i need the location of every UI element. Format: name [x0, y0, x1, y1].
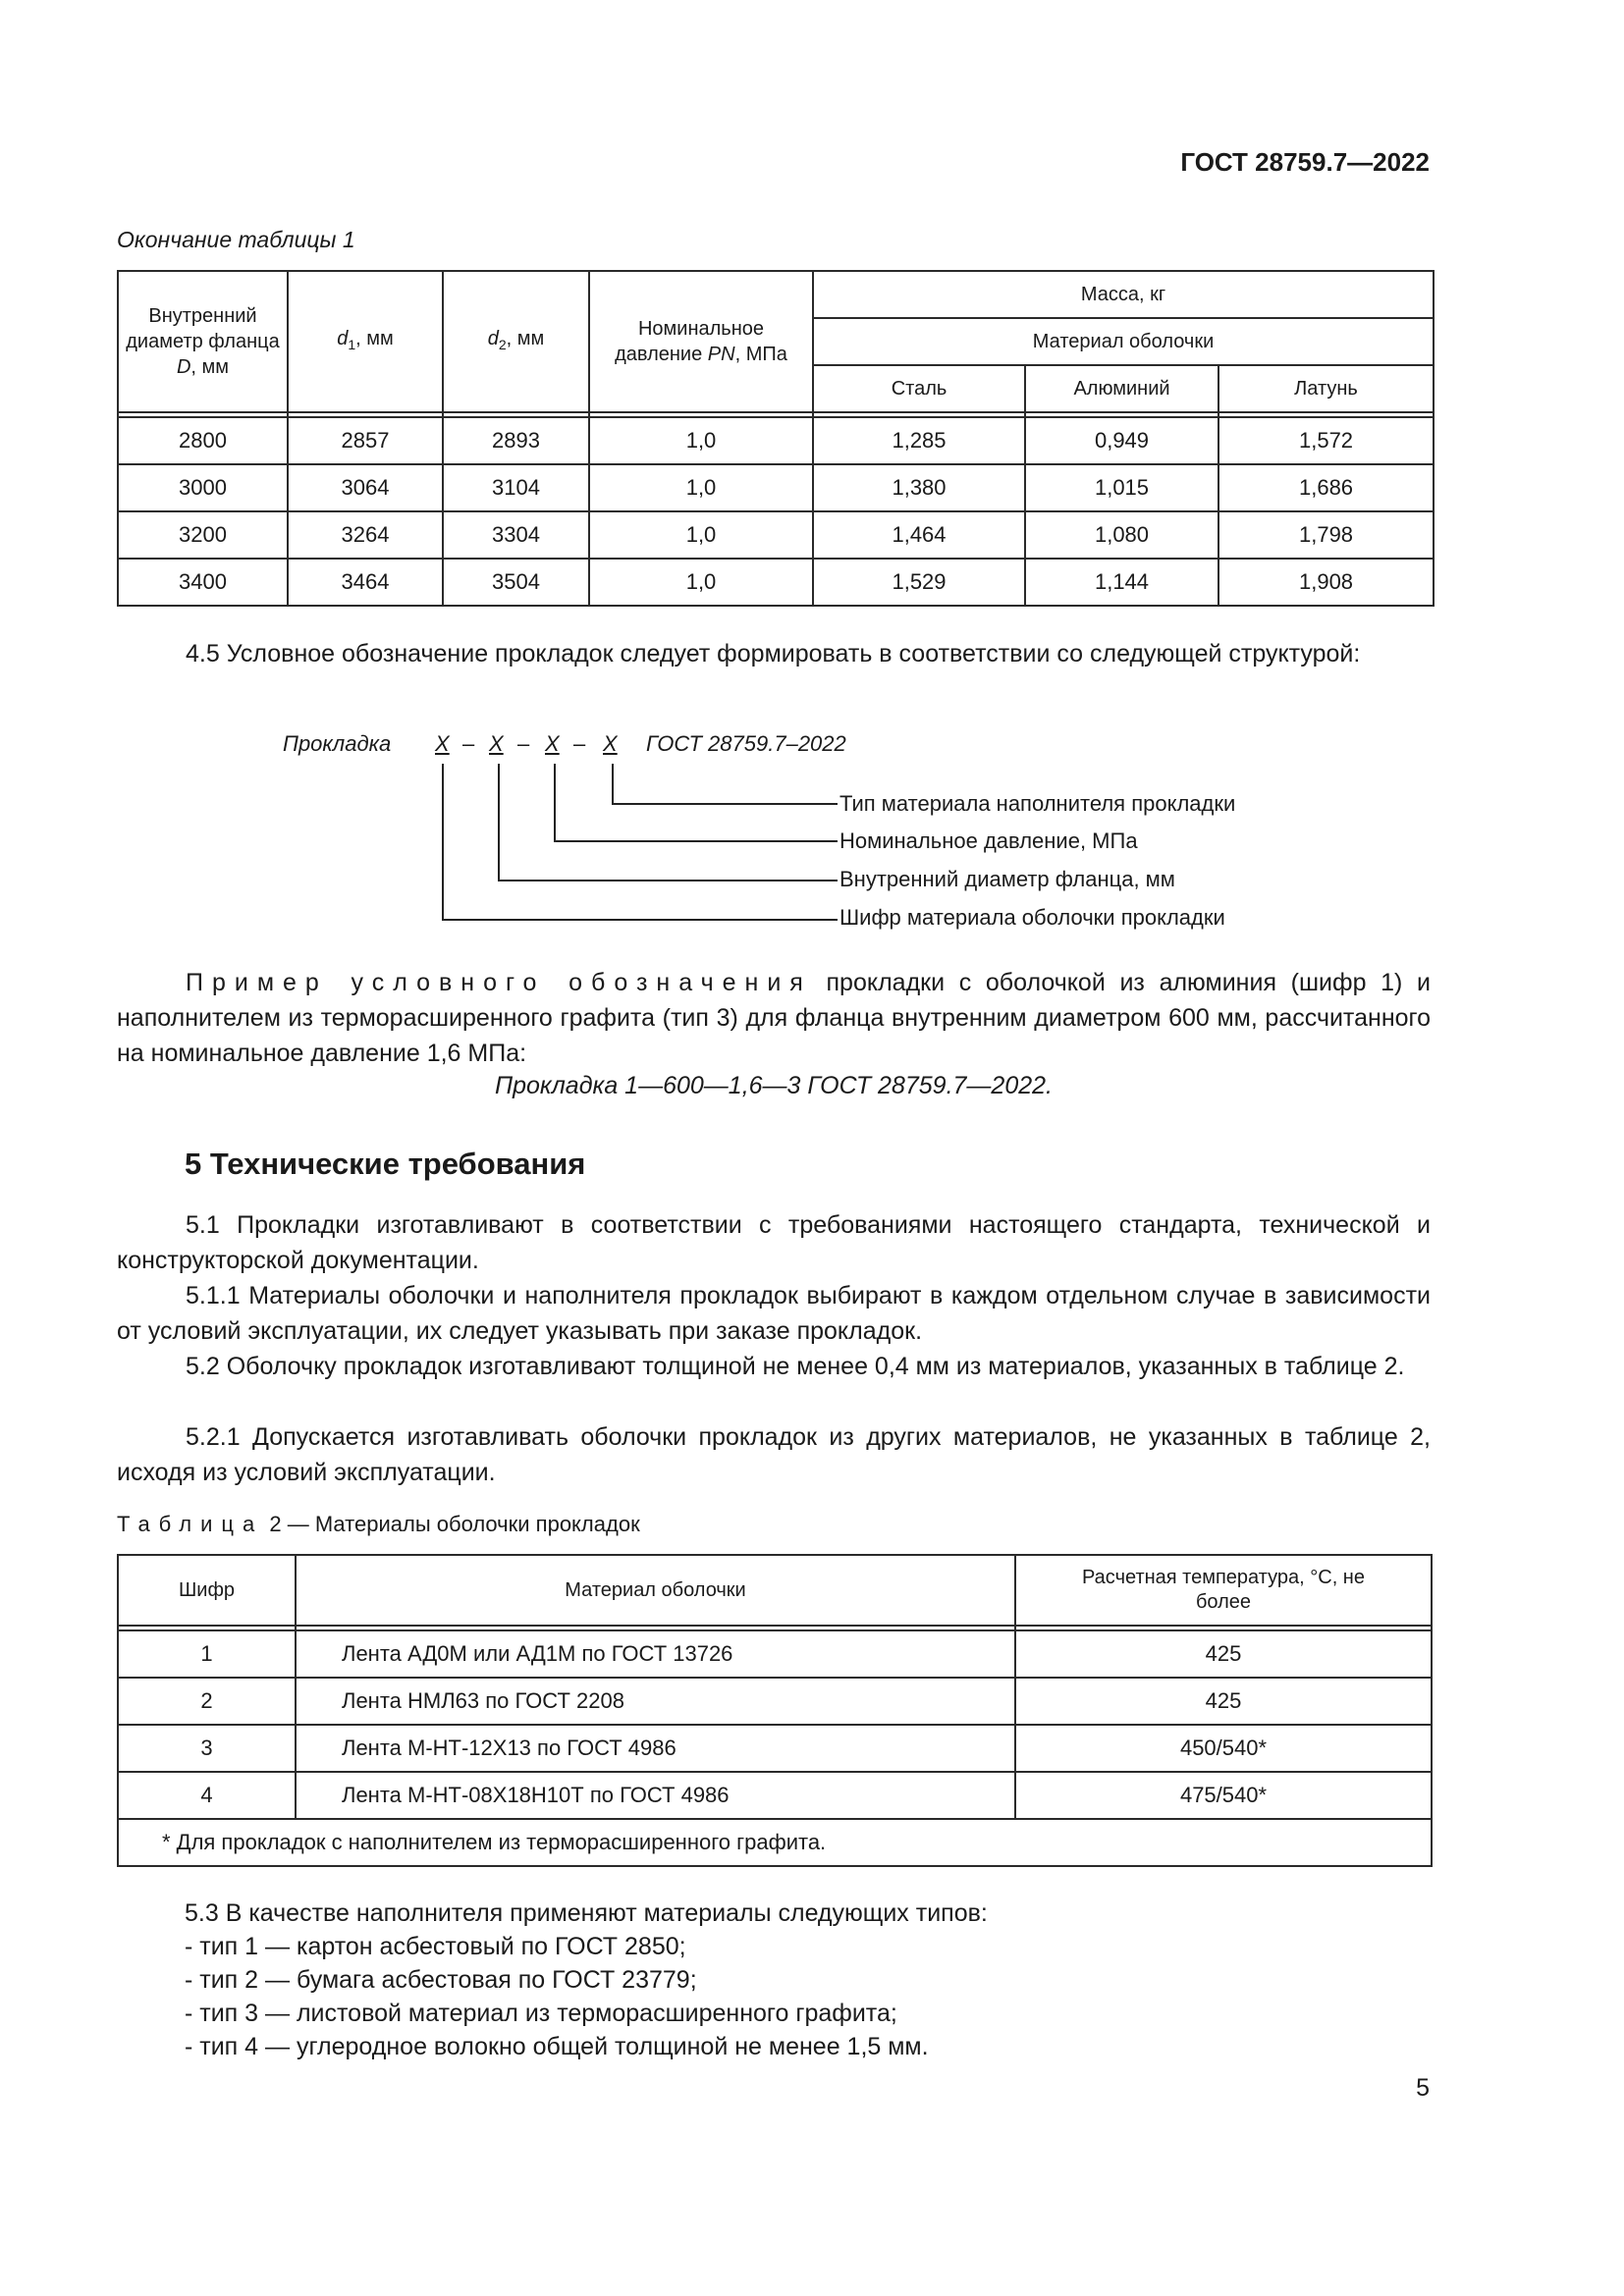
leader-line — [612, 764, 614, 803]
table-row: 2 Лента НМЛ63 по ГОСТ 2208 425 — [118, 1678, 1432, 1725]
paragraph-5-3 — [185, 1896, 988, 2063]
table-row: 2800 2857 2893 1,0 1,285 0,949 1,572 — [118, 417, 1434, 464]
table-row: 3000 3064 3104 1,0 1,380 1,015 1,686 — [118, 464, 1434, 511]
table1-caption: Окончание таблицы 1 — [117, 227, 355, 252]
header-d2: $d_2$, мм — [443, 271, 589, 412]
header-inner-diameter: Внутренний диаметр фланца D, мм — [118, 271, 288, 412]
scheme-x-2: X — [489, 731, 504, 756]
scheme-x-4: X — [603, 731, 618, 756]
scheme-item-shell-code: Шифр материала оболочки прокладки — [839, 905, 1225, 930]
example-designation: Прокладка 1—600—1,6—3 ГОСТ 28759.7—2022. — [494, 1072, 1053, 1099]
header-pressure: Номинальное давление PN, МПа — [589, 271, 813, 412]
scheme-x-3: X — [545, 731, 560, 756]
scheme-label: Прокладка — [283, 731, 392, 756]
scheme-item-pressure: Номинальное давление, МПа — [839, 828, 1138, 853]
table-footnote: * Для прокладок с наполнителем из терморасширенного графита. — [118, 1819, 1432, 1866]
list-intro: 5.3 В качестве наполнителя применяют материалы следующих типов: — [185, 1899, 988, 1927]
table-row: 3400 3464 3504 1,0 1,529 1,144 1,908 — [118, 559, 1434, 606]
leader-line — [554, 764, 556, 840]
header-shell-material: Материал оболочки — [813, 318, 1434, 365]
document-code: ГОСТ 28759.7—2022 — [1180, 147, 1430, 177]
table2-caption: Таблица 2 — Материалы оболочки прокладок — [117, 1512, 640, 1536]
scheme-item-diameter: Внутренний диаметр фланца, мм — [839, 867, 1175, 891]
header-mass: Масса, кг — [813, 271, 1434, 318]
header-steel: Сталь — [813, 365, 1025, 412]
scheme-gost: ГОСТ 28759.7–2022 — [646, 731, 846, 756]
section-title: 5 Технические требования — [185, 1147, 586, 1181]
scheme-dash: – — [462, 731, 475, 756]
header-aluminum: Алюминий — [1025, 365, 1218, 412]
scheme-dash: – — [573, 731, 586, 756]
paragraph-4-5: 4.5 Условное обозначение прокладок следует формировать в соответствии со следующей структурой: — [186, 640, 1361, 667]
paragraph-5-1: 5.1 Прокладки изготавливают в соответствии с требованиями настоящего стандарта, технической и конструкторской документации. — [117, 1211, 1431, 1274]
paragraph-5-2-1: 5.2.1 Допускается изготавливать оболочки прокладок из других материалов, не указанных в таблице 2, исходя из условий эксплуатации. — [117, 1423, 1431, 1486]
list-item: - тип 2 — бумага асбестовая по ГОСТ 23779; — [185, 1966, 697, 1994]
list-item: - тип 1 — картон асбестовый по ГОСТ 2850; — [185, 1933, 686, 1960]
table-row: 3200 3264 3304 1,0 1,464 1,080 1,798 — [118, 511, 1434, 559]
example-paragraph: Пример условного обозначения прокладки с оболочкой из алюминия (шифр 1) и наполнителем из терморасширенного графита (тип 3) для фланца внутренним диаметром 600 мм, рассчитанного на номинальное давление 1,6 МПа: — [117, 969, 1432, 1067]
table-row: 1 Лента АД0М или АД1М по ГОСТ 13726 425 — [118, 1630, 1432, 1678]
table-1 — [117, 270, 1435, 607]
header-code: Шифр — [118, 1555, 296, 1626]
scheme-dash: – — [517, 731, 530, 756]
leader-line — [498, 764, 500, 880]
table-row: 4 Лента М-НТ-08Х18Н10Т по ГОСТ 4986 475/540* — [118, 1772, 1432, 1819]
leader-line — [442, 919, 838, 921]
leader-line — [442, 764, 444, 919]
list-item: - тип 4 — углеродное волокно общей толщиной не менее 1,5 мм. — [185, 2033, 929, 2060]
leader-line — [612, 803, 838, 805]
scheme-item-filler-type: Тип материала наполнителя прокладки — [839, 791, 1236, 816]
header-temperature: Расчетная температура, °С, не более — [1015, 1555, 1432, 1626]
header-brass: Латунь — [1218, 365, 1434, 412]
paragraph-5-2: 5.2 Оболочку прокладок изготавливают толщиной не менее 0,4 мм из материалов, указанных в таблице 2. — [186, 1353, 1405, 1380]
leader-line — [498, 880, 838, 881]
header-d1: $d_1$, мм — [288, 271, 443, 412]
table-2 — [117, 1554, 1433, 1867]
page-number: 5 — [1416, 2074, 1430, 2102]
leader-line — [554, 840, 838, 842]
header-material: Материал оболочки — [296, 1555, 1015, 1626]
scheme-x-1: X — [435, 731, 450, 756]
table-row: 3 Лента М-НТ-12Х13 по ГОСТ 4986 450/540* — [118, 1725, 1432, 1772]
list-item: - тип 3 — листовой материал из терморасширенного графита; — [185, 2000, 897, 2027]
paragraph-5-1-1: 5.1.1 Материалы оболочки и наполнителя прокладок выбирают в каждом отдельном случае в зависимости от условий эксплуатации, их следует указывать при заказе прокладок. — [117, 1282, 1431, 1345]
